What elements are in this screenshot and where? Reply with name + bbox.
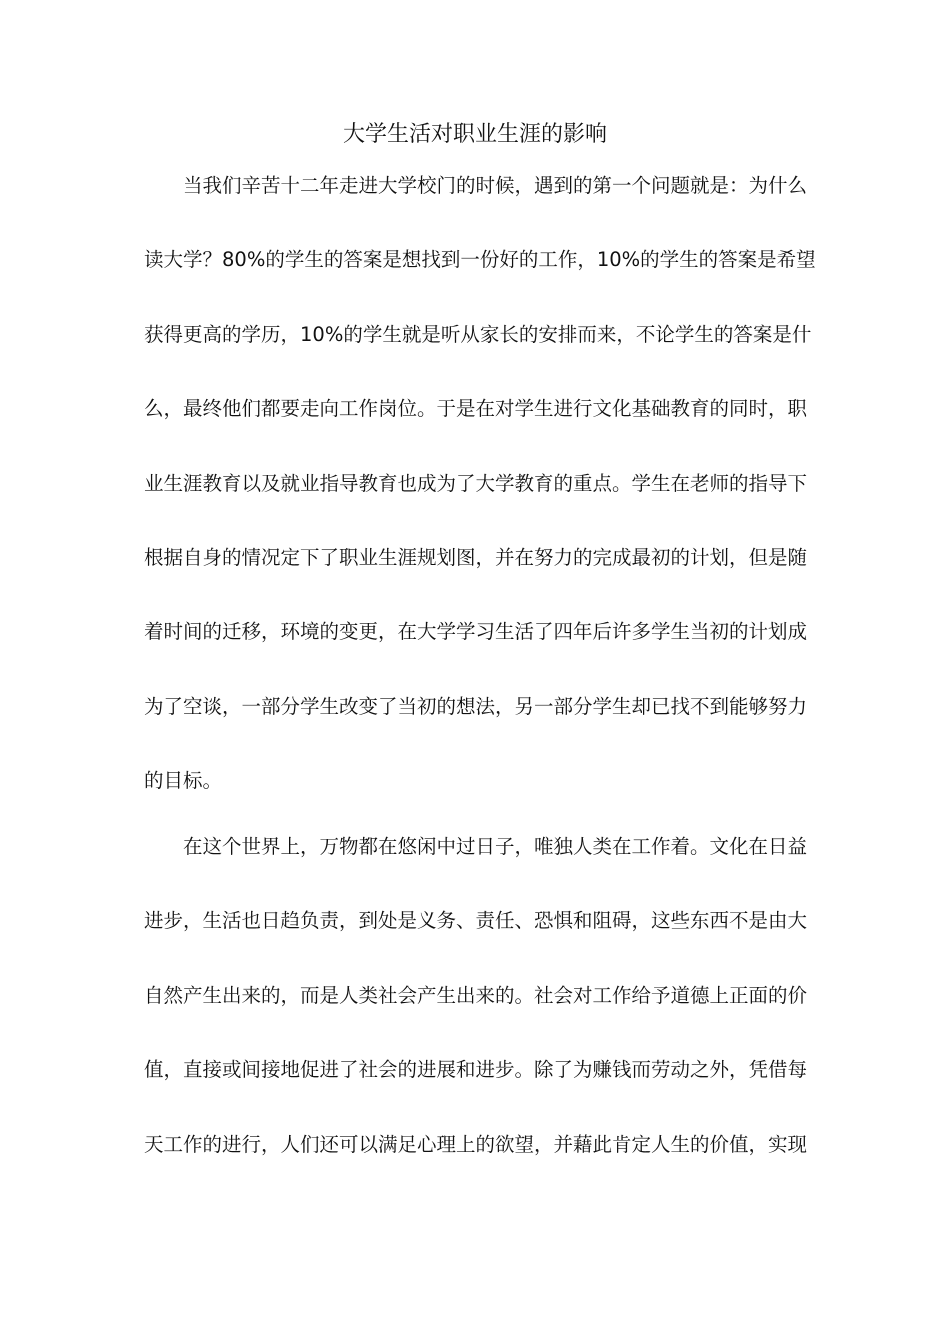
text-line: 业生涯教育以及就业指导教育也成为了大学教育的重点。学生在老师的指导下 (144, 471, 808, 495)
paragraph-2 (144, 829, 808, 1201)
text-line: 获得更高的学历，10%的学生就是听从家长的安排而来，不论学生的答案是什 (144, 322, 812, 346)
text-line: 的目标。 (144, 769, 223, 793)
text-line: 么，最终他们都要走向工作岗位。于是在对学生进行文化基础教育的同时，职 (144, 397, 808, 421)
text-line: 天工作的进行，人们还可以满足心理上的欲望，并藉此肯定人生的价值，实现 (144, 1132, 808, 1156)
text-line: 为了空谈，一部分学生改变了当初的想法，另一部分学生却已找不到能够努力 (144, 694, 808, 718)
text-line: 自然产生出来的，而是人类社会产生出来的。社会对工作给予道德上正面的价 (144, 983, 808, 1007)
text-line: 值，直接或间接地促进了社会的进展和进步。除了为赚钱而劳动之外，凭借每 (144, 1058, 808, 1082)
document-title: 大学生活对职业生涯的影响 (342, 122, 607, 147)
text-line: 根据自身的情况定下了职业生涯规划图，并在努力的完成最初的计划，但是随 (144, 545, 808, 569)
text-line: 着时间的迁移，环境的变更，在大学学习生活了四年后许多学生当初的计划成 (144, 620, 808, 644)
text-line: 进步，生活也日趋负责，到处是义务、责任、恐惧和阻碍，这些东西不是由大 (144, 909, 808, 933)
text-line: 当我们辛苦十二年走进大学校门的时候，遇到的第一个问题就是：为什么 (144, 174, 808, 197)
text-line: 读大学？80%的学生的答案是想找到一份好的工作，10%的学生的答案是希望 (144, 248, 816, 272)
paragraph-1 (144, 168, 816, 838)
text-line: 在这个世界上，万物都在悠闲中过日子，唯独人类在工作着。文化在日益 (144, 835, 808, 858)
